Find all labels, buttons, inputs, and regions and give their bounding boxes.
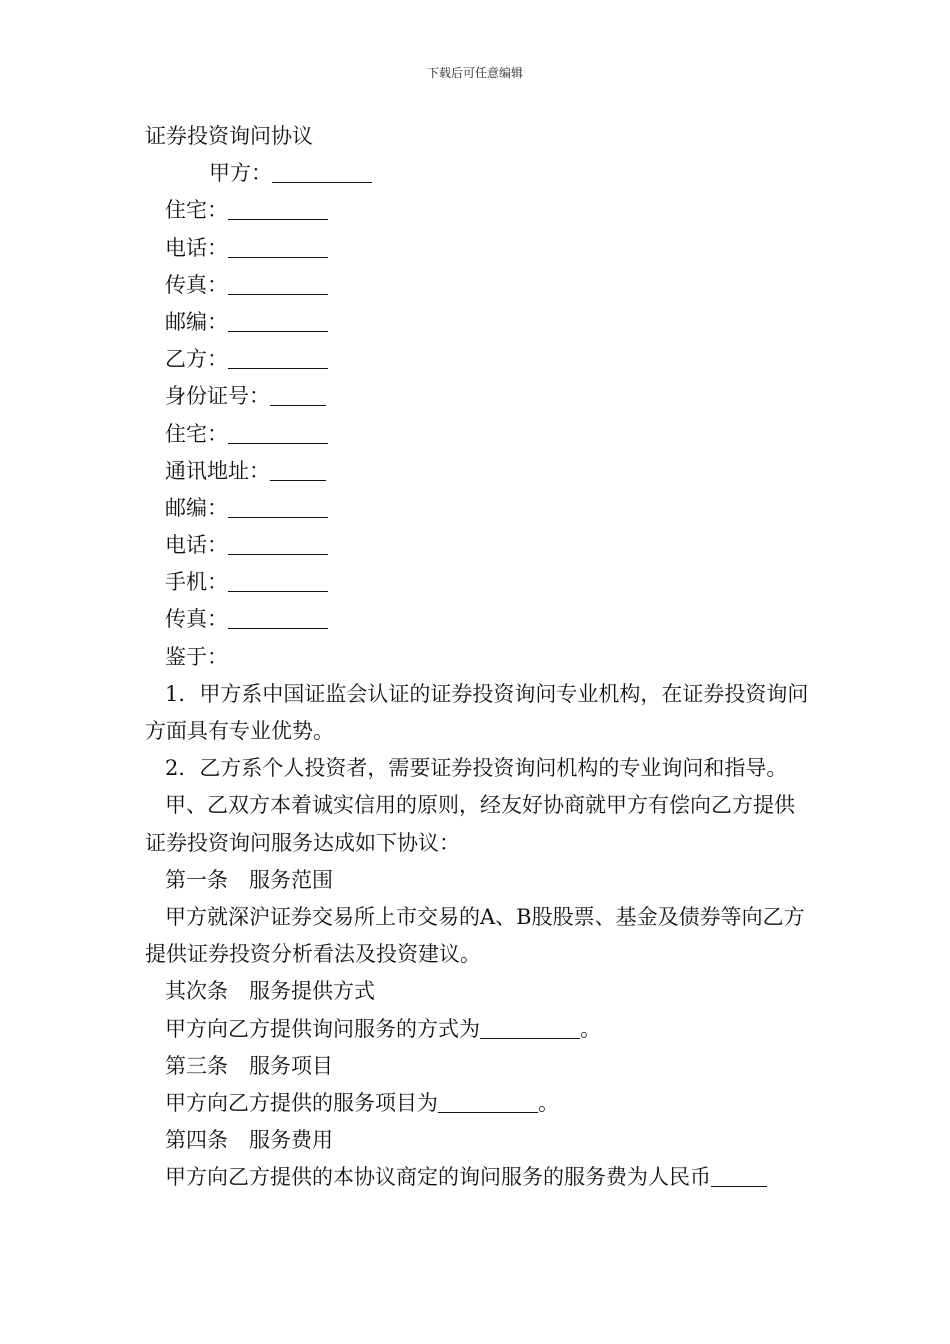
party-a-phone-blank[interactable] [228, 237, 328, 258]
party-a-residence-line [145, 192, 815, 229]
article-4-number: 第四条 [165, 1128, 228, 1153]
article-3-text-before: 甲方向乙方提供的服务项目为 [165, 1090, 438, 1115]
party-a-label: 甲方： [209, 161, 272, 186]
party-b-label: 乙方： [165, 347, 228, 372]
article-1-text: 甲方就深沪证券交易所上市交易的A、B股股票、基金及债券等向乙方提供证券投资分析看法及投资建议。 [145, 905, 805, 967]
party-b-mobile-blank[interactable] [228, 571, 328, 592]
party-b-fax-line [145, 601, 815, 638]
article-3-text-after: 。 [538, 1090, 559, 1115]
party-a-postcode-label: 邮编： [165, 309, 228, 334]
article-3-text [145, 1085, 815, 1122]
recital-1: 1．甲方系中国证监会认证的证券投资询问专业机构，在证券投资询问方面具有专业优势。 [145, 681, 809, 744]
recital-2: 2．乙方系个人投资者，需要证券投资询问机构的专业询问和指导。 [165, 756, 788, 781]
article-4-title: 服务费用 [249, 1128, 333, 1153]
party-b-phone-label: 电话： [165, 533, 228, 558]
party-b-blank[interactable] [228, 348, 328, 369]
article-3-title: 服务项目 [249, 1053, 333, 1078]
article-1-heading [145, 862, 815, 899]
party-a-blank[interactable] [272, 162, 372, 183]
party-b-line [145, 341, 815, 378]
party-b-postcode-line [145, 490, 815, 527]
party-a-residence-blank[interactable] [228, 199, 328, 220]
party-b-residence-label: 住宅： [165, 421, 228, 446]
party-b-id-label: 身份证号： [165, 384, 270, 409]
party-b-phone-blank[interactable] [228, 534, 328, 555]
party-a-postcode-blank[interactable] [228, 311, 328, 332]
page-header: 下载后可任意编辑 [426, 66, 523, 80]
party-b-id-line [145, 378, 815, 415]
party-b-fax-blank[interactable] [228, 608, 328, 629]
article-4-blank[interactable] [711, 1166, 767, 1187]
party-b-postcode-blank[interactable] [228, 497, 328, 518]
party-a-postcode-line [145, 304, 815, 341]
party-b-residence-line [145, 416, 815, 453]
article-2-blank[interactable] [480, 1018, 580, 1039]
article-3-number: 第三条 [165, 1053, 228, 1078]
article-4-heading [145, 1122, 815, 1159]
party-b-address-line [145, 453, 815, 490]
party-b-fax-label: 传真： [165, 607, 228, 632]
article-2-number: 其次条 [165, 979, 228, 1004]
whereas-heading: 鉴于： [165, 644, 228, 669]
document-title: 证券投资询问协议 [145, 124, 313, 148]
party-a-phone-line [145, 230, 815, 267]
party-a-phone-label: 电话： [165, 235, 228, 260]
party-b-phone-line [145, 527, 815, 564]
article-3-blank[interactable] [438, 1092, 538, 1113]
party-b-id-blank[interactable] [270, 385, 326, 406]
agreement-intro: 甲、乙双方本着诚实信用的原则，经友好协商就甲方有偿向乙方提供证券投资询问服务达成如下协议： [145, 793, 795, 855]
party-a-fax-label: 传真： [165, 272, 228, 297]
article-2-text-after: 。 [580, 1016, 601, 1041]
party-a-fax-line [145, 267, 815, 304]
party-b-postcode-label: 邮编： [165, 495, 228, 520]
article-1-title: 服务范围 [249, 867, 333, 892]
party-a-line [145, 155, 815, 192]
article-1-number: 第一条 [165, 867, 228, 892]
party-a-residence-label: 住宅： [165, 198, 228, 223]
party-b-residence-blank[interactable] [228, 423, 328, 444]
article-2-text [145, 1011, 815, 1048]
article-4-text-before: 甲方向乙方提供的本协议商定的询问服务的服务费为人民币 [165, 1165, 711, 1190]
party-b-address-label: 通讯地址： [165, 458, 270, 483]
party-b-address-blank[interactable] [270, 460, 326, 481]
document-body [145, 118, 815, 1197]
article-2-heading [145, 973, 815, 1010]
party-b-mobile-line [145, 564, 815, 601]
article-2-text-before: 甲方向乙方提供询问服务的方式为 [165, 1016, 480, 1041]
article-3-heading [145, 1048, 815, 1085]
party-a-fax-blank[interactable] [228, 274, 328, 295]
party-b-mobile-label: 手机： [165, 570, 228, 595]
article-2-title: 服务提供方式 [249, 979, 375, 1004]
article-4-text [145, 1159, 815, 1196]
